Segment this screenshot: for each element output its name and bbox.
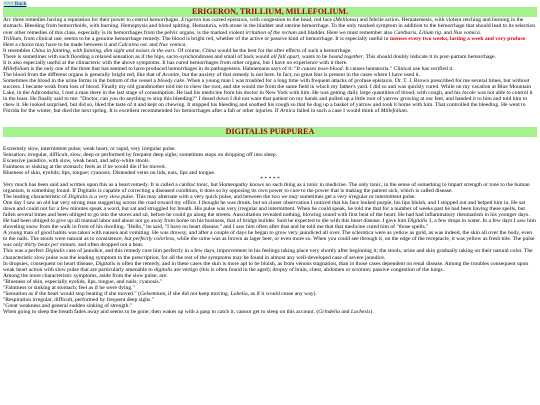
paragraph-characteristics: Among the more characteristic symptoms, aside from the slow pulse, are:	[3, 272, 168, 279]
paragraph-slow-pulse: The leading characteristic of Digitalis is a very slow pulse. This may alternate with a very quick pulse, and between the two we may sometimes get a very irregular or intermittent pulse.	[3, 194, 416, 201]
section-heading-digitalis: DIGITALIS PURPUREA	[3, 127, 537, 137]
paragraph-erigeron: Arc three remedies having a reputation for their power to control hemorrhages. Erigeron has cursed epistaxis, with congestion to the head, red face (Melilotus) and febrile action. Hematemesis, with violent retching and burning in the stomach. Bleeding from hemorrhoids, with burning. Hemoptysis and blood spitting. Hematuria, with stone in the bladder and uterine hemorrhage. To the only marked symptom in addition to the hemorrhage that should lead to its selection over other remedies of this class, especially is its hemorrhages from the pelvic organs, is the marked violent irritation of the rectum and bladder. Here we must remember also Cantharis, Lilium tig. and Nux vomica.	[3, 17, 536, 36]
paragraph-sleep: When going to sleep the breath fades away and seems to be gone; then wakes up with a gasp to catch it, cannot get to sleep on this account. (Grindelia and Lachesis).	[3, 308, 374, 315]
paragraph-blood: The blood from the different organs is generally bright red, like that of Aconite, but the anxiety of that remedy is not here. In fact, no great fear is present in the cases where I have used it. Sometimes the blood in the urine forms in the bottom of the vessel a bloody cake. When a young man I was troubled for a long time with frequent attacks of profuse epistaxis. Dr. T. J. Brown prescribed for me several times, but without success. I became weak from loss of blood. Finally my old grandmother told me to chew the root, and she would me from the same field in which my father's yard. I did so and was quickly cured. While on my vacation at Blue Mountain Lake, in the Adirondacks, I met a man there in the last stage of consumption. He had his medicine from his doctor in New York with him. He was getting daily large quantities of blood, with cough, and his locale was not able to control it in the least. He finally said to me: "Doctor, can you do anything to stop this bleeding?" I dosed down I did not want that patient on my hands and pulled up a little root of yarrow growing at our feet, and handed it to him and told him to chew it. He looked surprised, but did so, liked the taste of it and kept on chewing. It stopped his bleeding and soothed his cough so that he dug up a basket of yarrow and took it home with him. That controlled the bleeding. He went to Florida for the winter, but died the next spring. It is excellent recommended for hemorrhages after a fall or other injuries. If Arnica failed in such a case I would think of Millefolium.	[3, 71, 533, 115]
quote-line: "Sensation as if the heart would stop beating if she moved." (Gelsemium, if she did not keep moving. Lobelia, as if it would cease any way).	[3, 290, 317, 297]
paragraph-dropsies: In dropsies, consequent on heart disease, Digitalis is often the remedy, and in these cases the skin is more apt to be bluish, as from venous stagnation, than in those cases dependent on renal disease. Among the troubles consequent upon weak heart action with slow pulse that are particularly amenable to digitalis are vertigo (this is often found in the aged); dropsy of brain, chest, abdomen or scrotum; passive congestion of the lungs.	[3, 260, 529, 273]
paragraph-digitalis-intro: Very much has been said and written upon this as a heart remedy. It is called a cardiac tonic, but Homeopathy knows no such thing as a tonic in medicine. The only tonic, in the sense of something to impart strength or tone to the human organism, is something found. If Digitalis is capable of correcting a diseased condition, it does so by opposing its own power to cure to the power that is making the patient sick, which is called disease.	[3, 181, 530, 194]
symptom-line: Extremely slow, intermittent pulse; weak heart; or rapid, very irregular pulse.	[3, 145, 176, 152]
quote-line: "Blueness of skin, especially eyelids, lips, tongue, and nails; cyanosis."	[3, 278, 163, 285]
paragraph-millefolium: Millefolium is the only one of the three that has seemed to have produced hemorrhages in its pathogenesis. Hahnemann says of it: "It causes nose-blood. It causes hematuria." Clinical use has verified it.	[3, 65, 454, 72]
symptom-line: Sensation; irregular, difficult, slow, deep or performed by frequent deep sighs; sometimes stops on dropping off into sleep.	[3, 151, 278, 158]
symptom-line: Excessive jaundice, with slow, weak heart, and ashy-white stools.	[3, 157, 150, 164]
back-link[interactable]: <<< Back	[4, 1, 27, 7]
paragraph-jaundice-cure: This was a perfect Digitalis case of jaundice, and this remedy cure him perfectly in a few days, improvement in his feelings taking place very shortly after beginning it; the stools, urine and skin gradually taking on their natural color. The characteristic slow pulse was the leading symptom to the prescription, for all the rest of the symptoms may be found in almost any well-developed case of severe jaundice.	[3, 248, 533, 261]
paragraph-climacteric: It is also especially useful at the climacteric with the above symptoms. It has cured hemorrhages from other organs, but I have no experience with it there.	[3, 59, 348, 66]
quote-line: "Respiration irregular, difficult, performed by frequent deep sighs."	[3, 296, 154, 303]
paragraph-case-jaundice: A young man of good habits was taken with nausea and vomiting. He was drowsy, and after a couple of days he began to grow very jaundiced all over. The sclerotica were as yellow as gold, as was indeed, the skin all over the body, even to the nails. The stools were natural as to consistence, but perfectly colorless, while the urine was as brown as lager beer, or even more so. When you could see through it, on the edge of the receptacle, it was yellow as fresh bile. The pulse was only thirty beats per minute, and often dropped out a beat.	[3, 230, 535, 249]
section-heading-erigeron: ERIGERON, TRILLIUM, MILLEFOLIUM.	[3, 7, 537, 17]
quote-line: "Faintness or sinking at stomach; feel as if he were dying."	[3, 284, 135, 291]
paragraph-china: It resembles China in fainting, with fainting, dim sight and noises in the ears. Of course, China would be the best for the after effects of such a hemorrhage.	[3, 47, 352, 54]
section-divider-stars: * * * * *	[260, 175, 280, 182]
quote-line: "Great weakness and general sudden sinking of strength."	[3, 302, 133, 309]
paragraph-flooding: There is sometimes with such flooding a relaxed sensation as if the hips, sacro-synchondroses and small of back would all fall apart, wants to be bound together. This should doubly indicate it in post-partum hemorrhage.	[3, 53, 497, 60]
paragraph-case-old-man: One day I saw an old hat very strong man staggering across the road toward my office. I thought he was drunk, but on closer observation I noticed that his face looked purple, his lips bluish, and I stopped out and helped him in. He sat down and could not for a few minutes speak a word, but sat and struggled for breath. His pulse was very irregular and intermittent. When he could speak, he told me that for a number of weeks past he had been having these spells, but fallen several times and been obliged to go into the stores and sit, before he could go along the streets. Auscultation revealed nothing, blowing sound with first beat of the heart. He had had inflammatory rheumatism in his younger days. He had been obliged to give up all manual labor and about not go away from home on his business, that of bridge builder. Said he expected to die with this heart disease. I gave him Digitalis 3, a few drops in water. In a few days I saw him shoveling snow from the walk in front of his dwelling. "Hello," he said, "I have no heart disease;" and I saw him often after that and he told me that that medicine cured him of "those spells."	[3, 200, 536, 231]
paragraph-trillium: Trillium, from clinical use, seems to be a genuine hemorrhage remedy. The blood is bright red, whether of the active or passive kind of hemorrhage. It is especially useful in menses every two weeks, lasting a week and very profuse. Here a choice may have to be made between it and Calcarea ost. and Nux vomica.	[3, 35, 527, 48]
symptom-line: Blueness of skin, eyelids; lips, tongue; cyanosis. Distended veins on lids, ears, lips and tongue.	[3, 169, 216, 176]
symptom-line: Faintness or sinking at the stomach; feels as if he would die if he moved.	[3, 163, 166, 170]
